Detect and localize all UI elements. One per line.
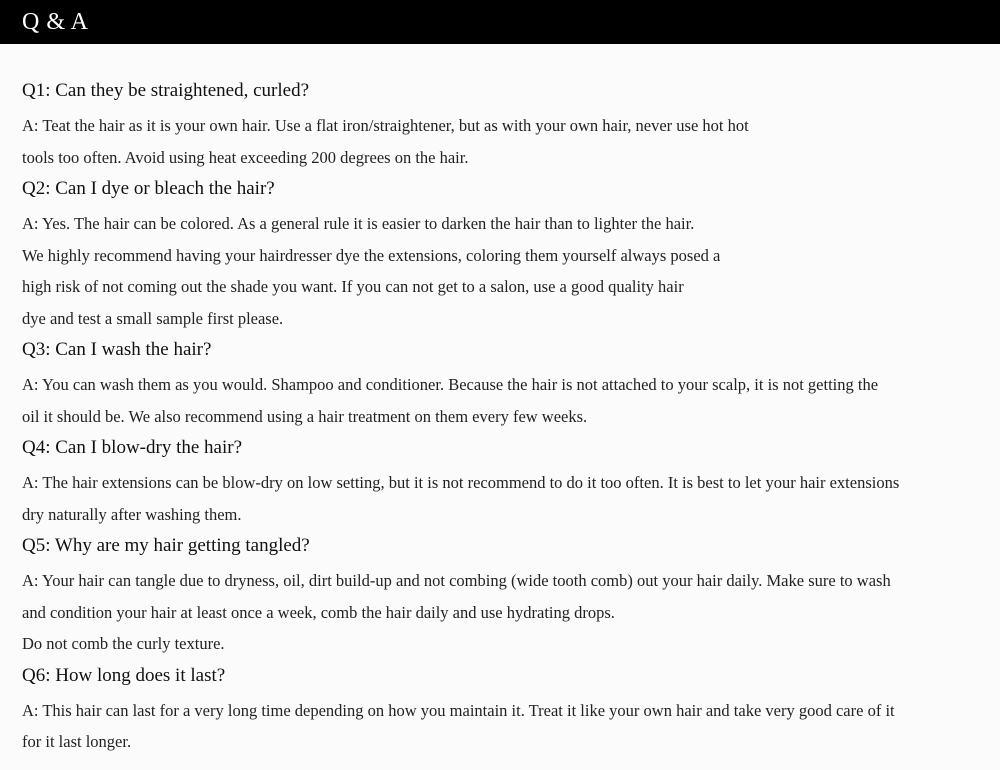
faq-question-1: Q1: Can they be straightened, curled? xyxy=(22,80,310,101)
page-title: Q & A xyxy=(22,9,89,35)
faq-answer-2-line-2: We highly recommend having your hairdresser dye the extensions, coloring them yourself always posed a xyxy=(22,246,721,265)
faq-answer-2-line-3: high risk of not coming out the shade you want. If you can not get to a salon, use a good quality hair xyxy=(22,277,684,296)
faq-answer-6-line-2: for it last longer. xyxy=(22,732,132,751)
faq-answer-4-line-1: A: The hair extensions can be blow-dry on low setting, but it is not recommend to do it too often. It is best to let your hair extensions xyxy=(22,473,900,492)
faq-answer-1-line-2: tools too often. Avoid using heat exceeding 200 degrees on the hair. xyxy=(22,148,469,167)
faq-answer-4-line-2: dry naturally after washing them. xyxy=(22,505,242,524)
faq-answer-6-line-1: A: This hair can last for a very long time depending on how you maintain it. Treat it like your own hair and take very good care of it xyxy=(22,701,895,720)
faq-question-3: Q3: Can I wash the hair? xyxy=(22,339,212,360)
header-bar xyxy=(0,0,1000,44)
faq-answer-5-line-2: and condition your hair at least once a week, comb the hair daily and use hydrating drops. xyxy=(22,603,615,622)
faq-answer-1-line-1: A: Teat the hair as it is your own hair. Use a flat iron/straightener, but as with your own hair, never use hot hot xyxy=(22,116,749,135)
faq-answer-5-line-1: A: Your hair can tangle due to dryness, oil, dirt build-up and not combing (wide tooth comb) out your hair daily. Make sure to wash xyxy=(22,571,891,590)
faq-answer-3-line-1: A: You can wash them as you would. Shampoo and conditioner. Because the hair is not attached to your scalp, it is not getting the xyxy=(22,375,879,394)
faq-answer-2-line-1: A: Yes. The hair can be colored. As a general rule it is easier to darken the hair than to lighter the hair. xyxy=(22,214,695,233)
faq-question-4: Q4: Can I blow-dry the hair? xyxy=(22,437,243,458)
faq-question-5: Q5: Why are my hair getting tangled? xyxy=(22,535,310,556)
faq-answer-5-line-3: Do not comb the curly texture. xyxy=(22,634,225,653)
faq-question-6: Q6: How long does it last? xyxy=(22,665,226,686)
faq-answer-3-line-2: oil it should be. We also recommend using a hair treatment on them every few weeks. xyxy=(22,407,588,426)
faq-answer-2-line-4: dye and test a small sample first please. xyxy=(22,309,284,328)
faq-question-2: Q2: Can I dye or bleach the hair? xyxy=(22,178,275,199)
